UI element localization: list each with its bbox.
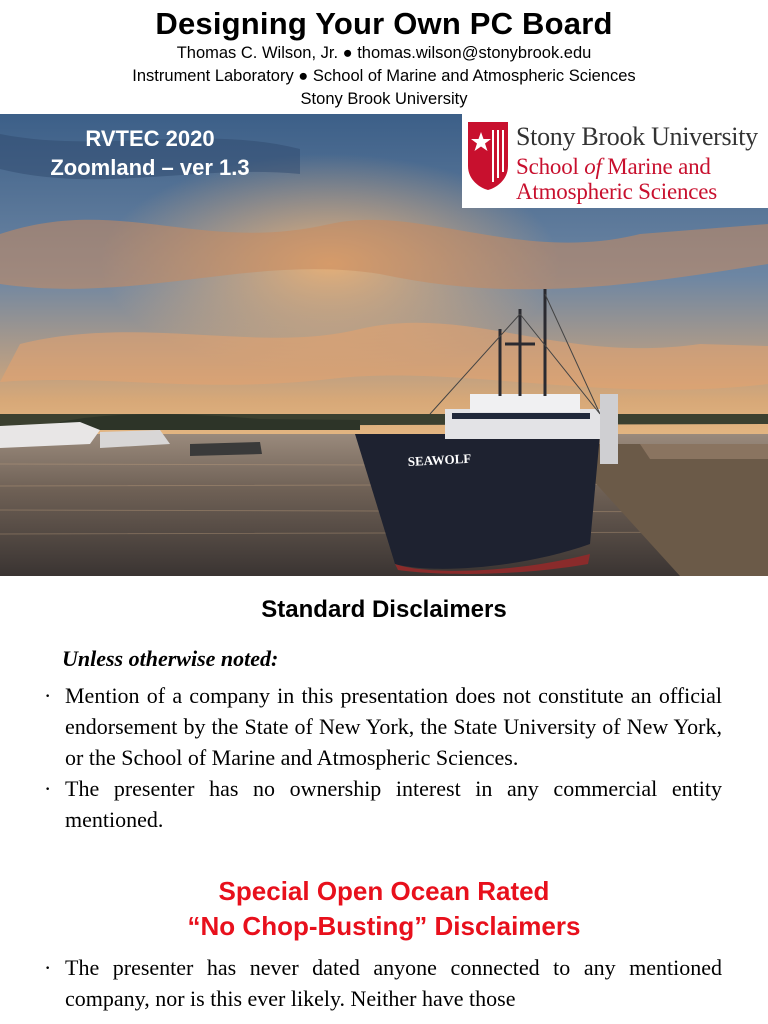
section-title-standard: Standard Disclaimers: [261, 596, 507, 623]
shield-icon: [466, 120, 510, 192]
university-line: Stony Brook University: [300, 90, 468, 108]
special-disclaimer-list: [44, 952, 722, 1014]
author-line: Thomas C. Wilson, Jr. ● thomas.wilson@stonybrook.edu: [176, 44, 592, 62]
lead-text: Unless otherwise noted:: [62, 646, 279, 671]
bullet-dot: ·: [44, 776, 52, 801]
event-line-1: RVTEC 2020: [85, 126, 215, 151]
page-title: Designing Your Own PC Board: [155, 6, 613, 41]
section-title-special: [0, 874, 768, 944]
list-item-text: The presenter has never dated anyone connected to any mentioned company, nor is this ever likely. Neither have those: [65, 955, 722, 1011]
event-label: [0, 124, 300, 182]
header: [0, 0, 768, 111]
special-title-line-2: “No Chop-Busting” Disclaimers: [187, 911, 581, 941]
boat-name: SEAWOLF: [407, 450, 472, 469]
logo-line-3: Atmospheric Sciences: [516, 179, 718, 204]
list-item-text: Mention of a company in this presentation does not constitute an official endorsement by the State of New York, the State University of New York, or the School of Marine and Atmospheric Sciences.: [65, 683, 722, 770]
event-line-2: Zoomland – ver 1.3: [50, 155, 250, 180]
special-title-line-1: Special Open Ocean Rated: [218, 876, 550, 906]
list-item: [44, 952, 722, 1014]
standard-disclaimer-list: [44, 680, 722, 835]
logo-line-1: Stony Brook University: [516, 122, 758, 151]
bullet-dot: ·: [44, 683, 52, 708]
bullet-dot: ·: [44, 955, 52, 980]
list-item: [44, 773, 722, 835]
university-logo: [462, 114, 768, 208]
list-item: [44, 680, 722, 773]
list-item-text: The presenter has no ownership interest in any commercial entity mentioned.: [65, 776, 722, 832]
logo-line-2: School of Marine and: [516, 154, 711, 179]
affiliation-line: Instrument Laboratory ● School of Marine and Atmospheric Sciences: [132, 67, 636, 85]
